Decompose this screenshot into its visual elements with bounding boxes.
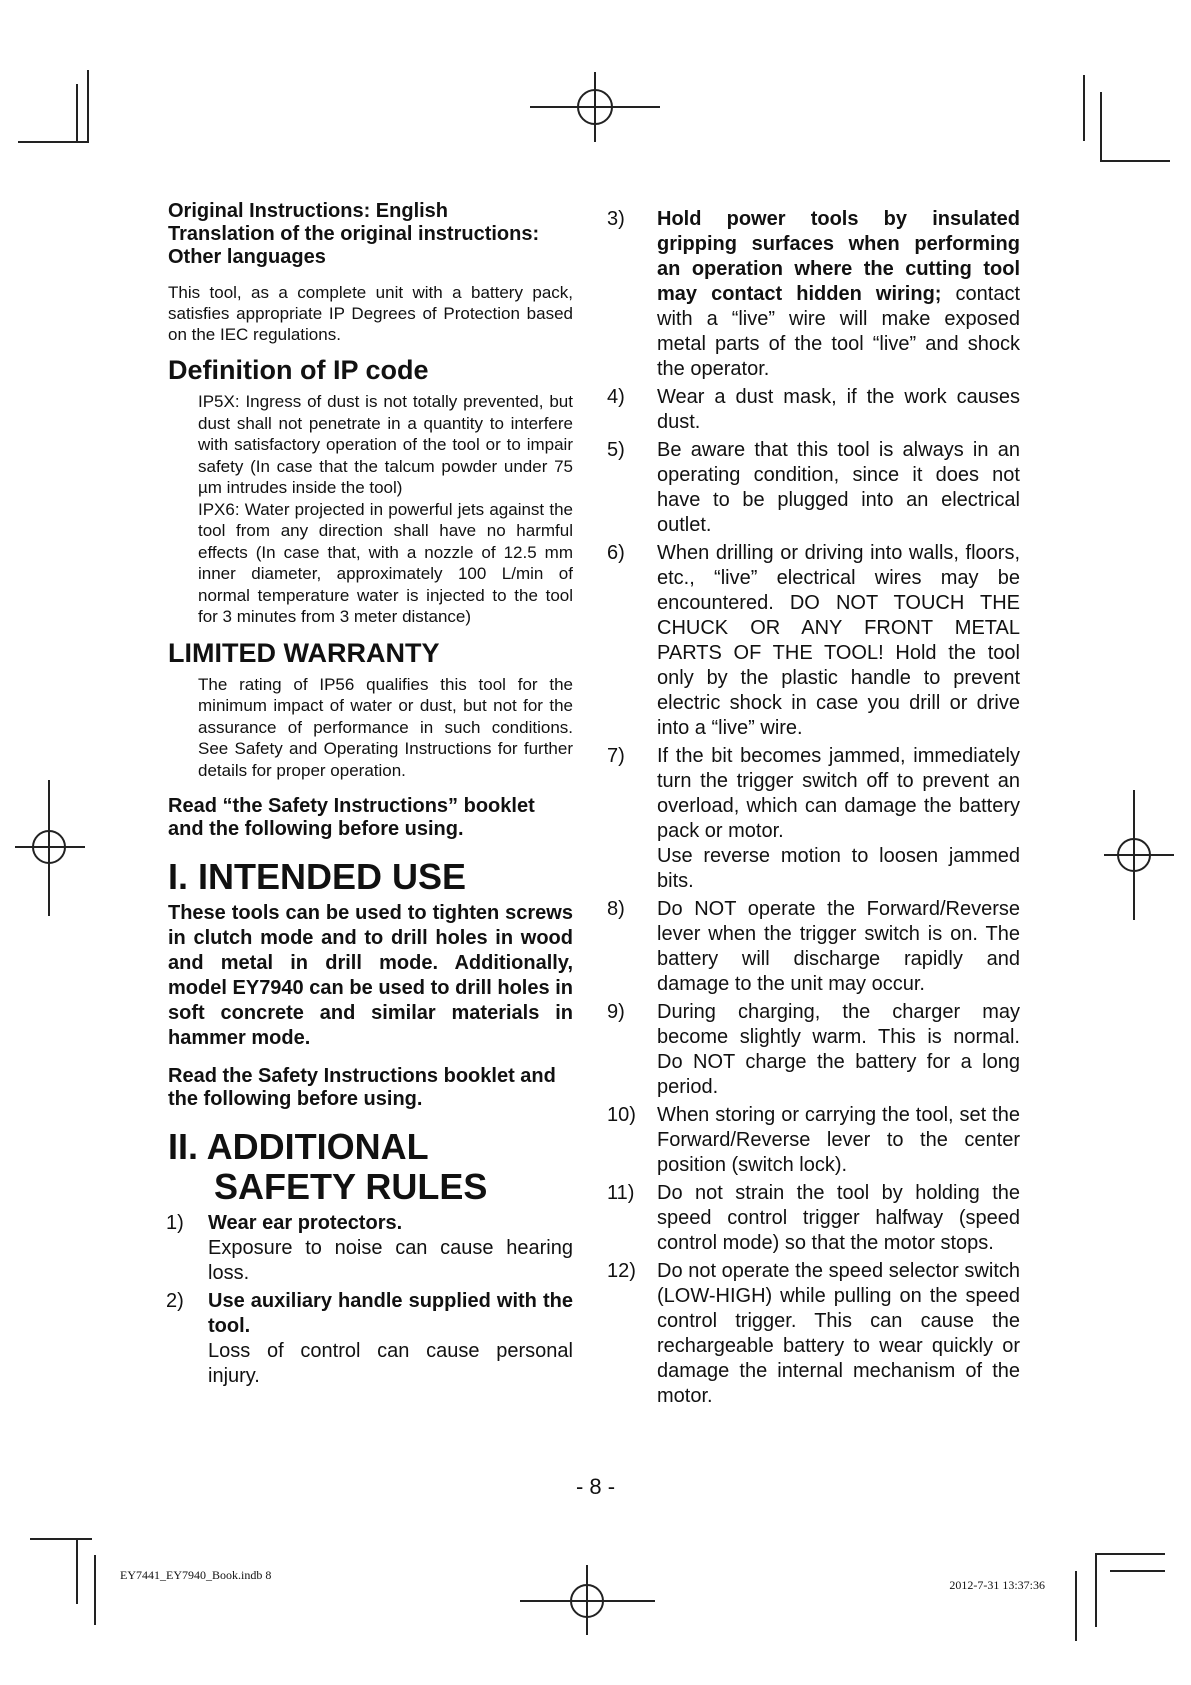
footer-file-info: EY7441_EY7940_Book.indb 8 bbox=[120, 1568, 272, 1582]
original-instructions-heading: Original Instructions: English Translation of the original instructions: Other languages bbox=[168, 200, 540, 268]
rule-item: 12) Do not operate the speed selector switch (LOW-HIGH) while pulling on the speed control trigger. This can cause the rechargeable battery to wear quickly or damage the internal mechanism of the motor. bbox=[607, 1260, 1020, 1407]
intended-use-heading: I. INTENDED USE bbox=[168, 856, 467, 897]
footer-timestamp: 2012-7-31 13:37:36 bbox=[949, 1578, 1045, 1592]
rule-item: 3) Hold power tools by insulated gripping surfaces when performing an operation where the cutting tool may contact hidden wiring; contact with a “live” wire will make exposed metal parts of the tool “live” and shock the operator. bbox=[607, 208, 1021, 380]
ipx6-definition: IPX6: Water projected in powerful jets against the tool from any direction shall have no harmful effects (In case that, with a nozzle of 12.5 mm inner diameter, approximately 100 L/min of normal temperature water is injected to the tool for 3 minutes from 3 meter distance) bbox=[198, 499, 573, 626]
rule-item: 1) Wear ear protectors. Exposure to noise can cause hearing loss. bbox=[166, 1212, 573, 1284]
rule-item: 9) During charging, the charger may become slightly warm. This is normal. Do NOT charge the battery for a long period. bbox=[607, 1001, 1020, 1098]
limited-warranty-heading: LIMITED WARRANTY bbox=[168, 637, 440, 668]
right-column bbox=[607, 207, 1021, 1412]
rule-item: 11) Do not strain the tool by holding the speed control trigger halfway (speed control mode) so that the motor stops. bbox=[607, 1182, 1020, 1254]
ip-code-heading: Definition of IP code bbox=[168, 355, 429, 385]
intro-paragraph: This tool, as a complete unit with a battery pack, satisfies appropriate IP Degrees of Protection based on the IEC regulations. bbox=[168, 283, 573, 344]
read-safety-note-2: Read the Safety Instructions booklet and the following before using. bbox=[168, 1065, 556, 1110]
page-number: - 8 - bbox=[575, 1474, 616, 1499]
rule-item: 8) Do NOT operate the Forward/Reverse lever when the trigger switch is on. The battery will discharge rapidly and damage to the unit may occur. bbox=[607, 898, 1020, 995]
rule-item: 7) If the bit becomes jammed, immediately turn the trigger switch off to prevent an overload, which can damage the battery pack or motor. Use reverse motion to loosen jammed bits. bbox=[607, 745, 1020, 892]
left-column bbox=[168, 200, 573, 1392]
rule-item: 4) Wear a dust mask, if the work causes dust. bbox=[607, 386, 1020, 433]
rule-item: 10) When storing or carrying the tool, set the Forward/Reverse lever to the center position (switch lock). bbox=[607, 1104, 1020, 1176]
rule-item: 5) Be aware that this tool is always in an operating condition, since it does not have to be plugged into an electrical outlet. bbox=[607, 439, 1020, 536]
ip5x-definition: IP5X: Ingress of dust is not totally prevented, but dust shall not penetrate in a quantity to interfere with satisfactory operation of the tool or to impair safety (In case that the talcum powder under 75 µm intrudes inside the tool) bbox=[198, 392, 573, 497]
rule-item: 6) When drilling or driving into walls, floors, etc., “live” electrical wires may be encountered. DO NOT TOUCH THE CHUCK OR ANY FRONT METAL PARTS OF THE TOOL! Hold the tool only by the plastic handle to prevent electric shock in case you drill or drive into a “live” wire. bbox=[607, 542, 1020, 739]
warranty-text: The rating of IP56 qualifies this tool for the minimum impact of water or dust, but not for the assurance of performance in such conditions. See Safety and Operating Instructions for further details for proper operation. bbox=[198, 674, 573, 780]
additional-safety-rules-heading: II. ADDITIONAL SAFETY RULES bbox=[168, 1126, 488, 1207]
read-safety-note-1: Read “the Safety Instructions” booklet and the following before using. bbox=[168, 795, 535, 840]
intended-use-text: These tools can be used to tighten screws in clutch mode and to drill holes in wood and metal in drill mode. Additionally, model EY7940 can be used to drill holes in soft concrete and similar materials in hammer mode. bbox=[168, 902, 573, 1049]
rule-item: 2) Use auxiliary handle supplied with the tool. Loss of control can cause personal injury. bbox=[166, 1290, 573, 1387]
